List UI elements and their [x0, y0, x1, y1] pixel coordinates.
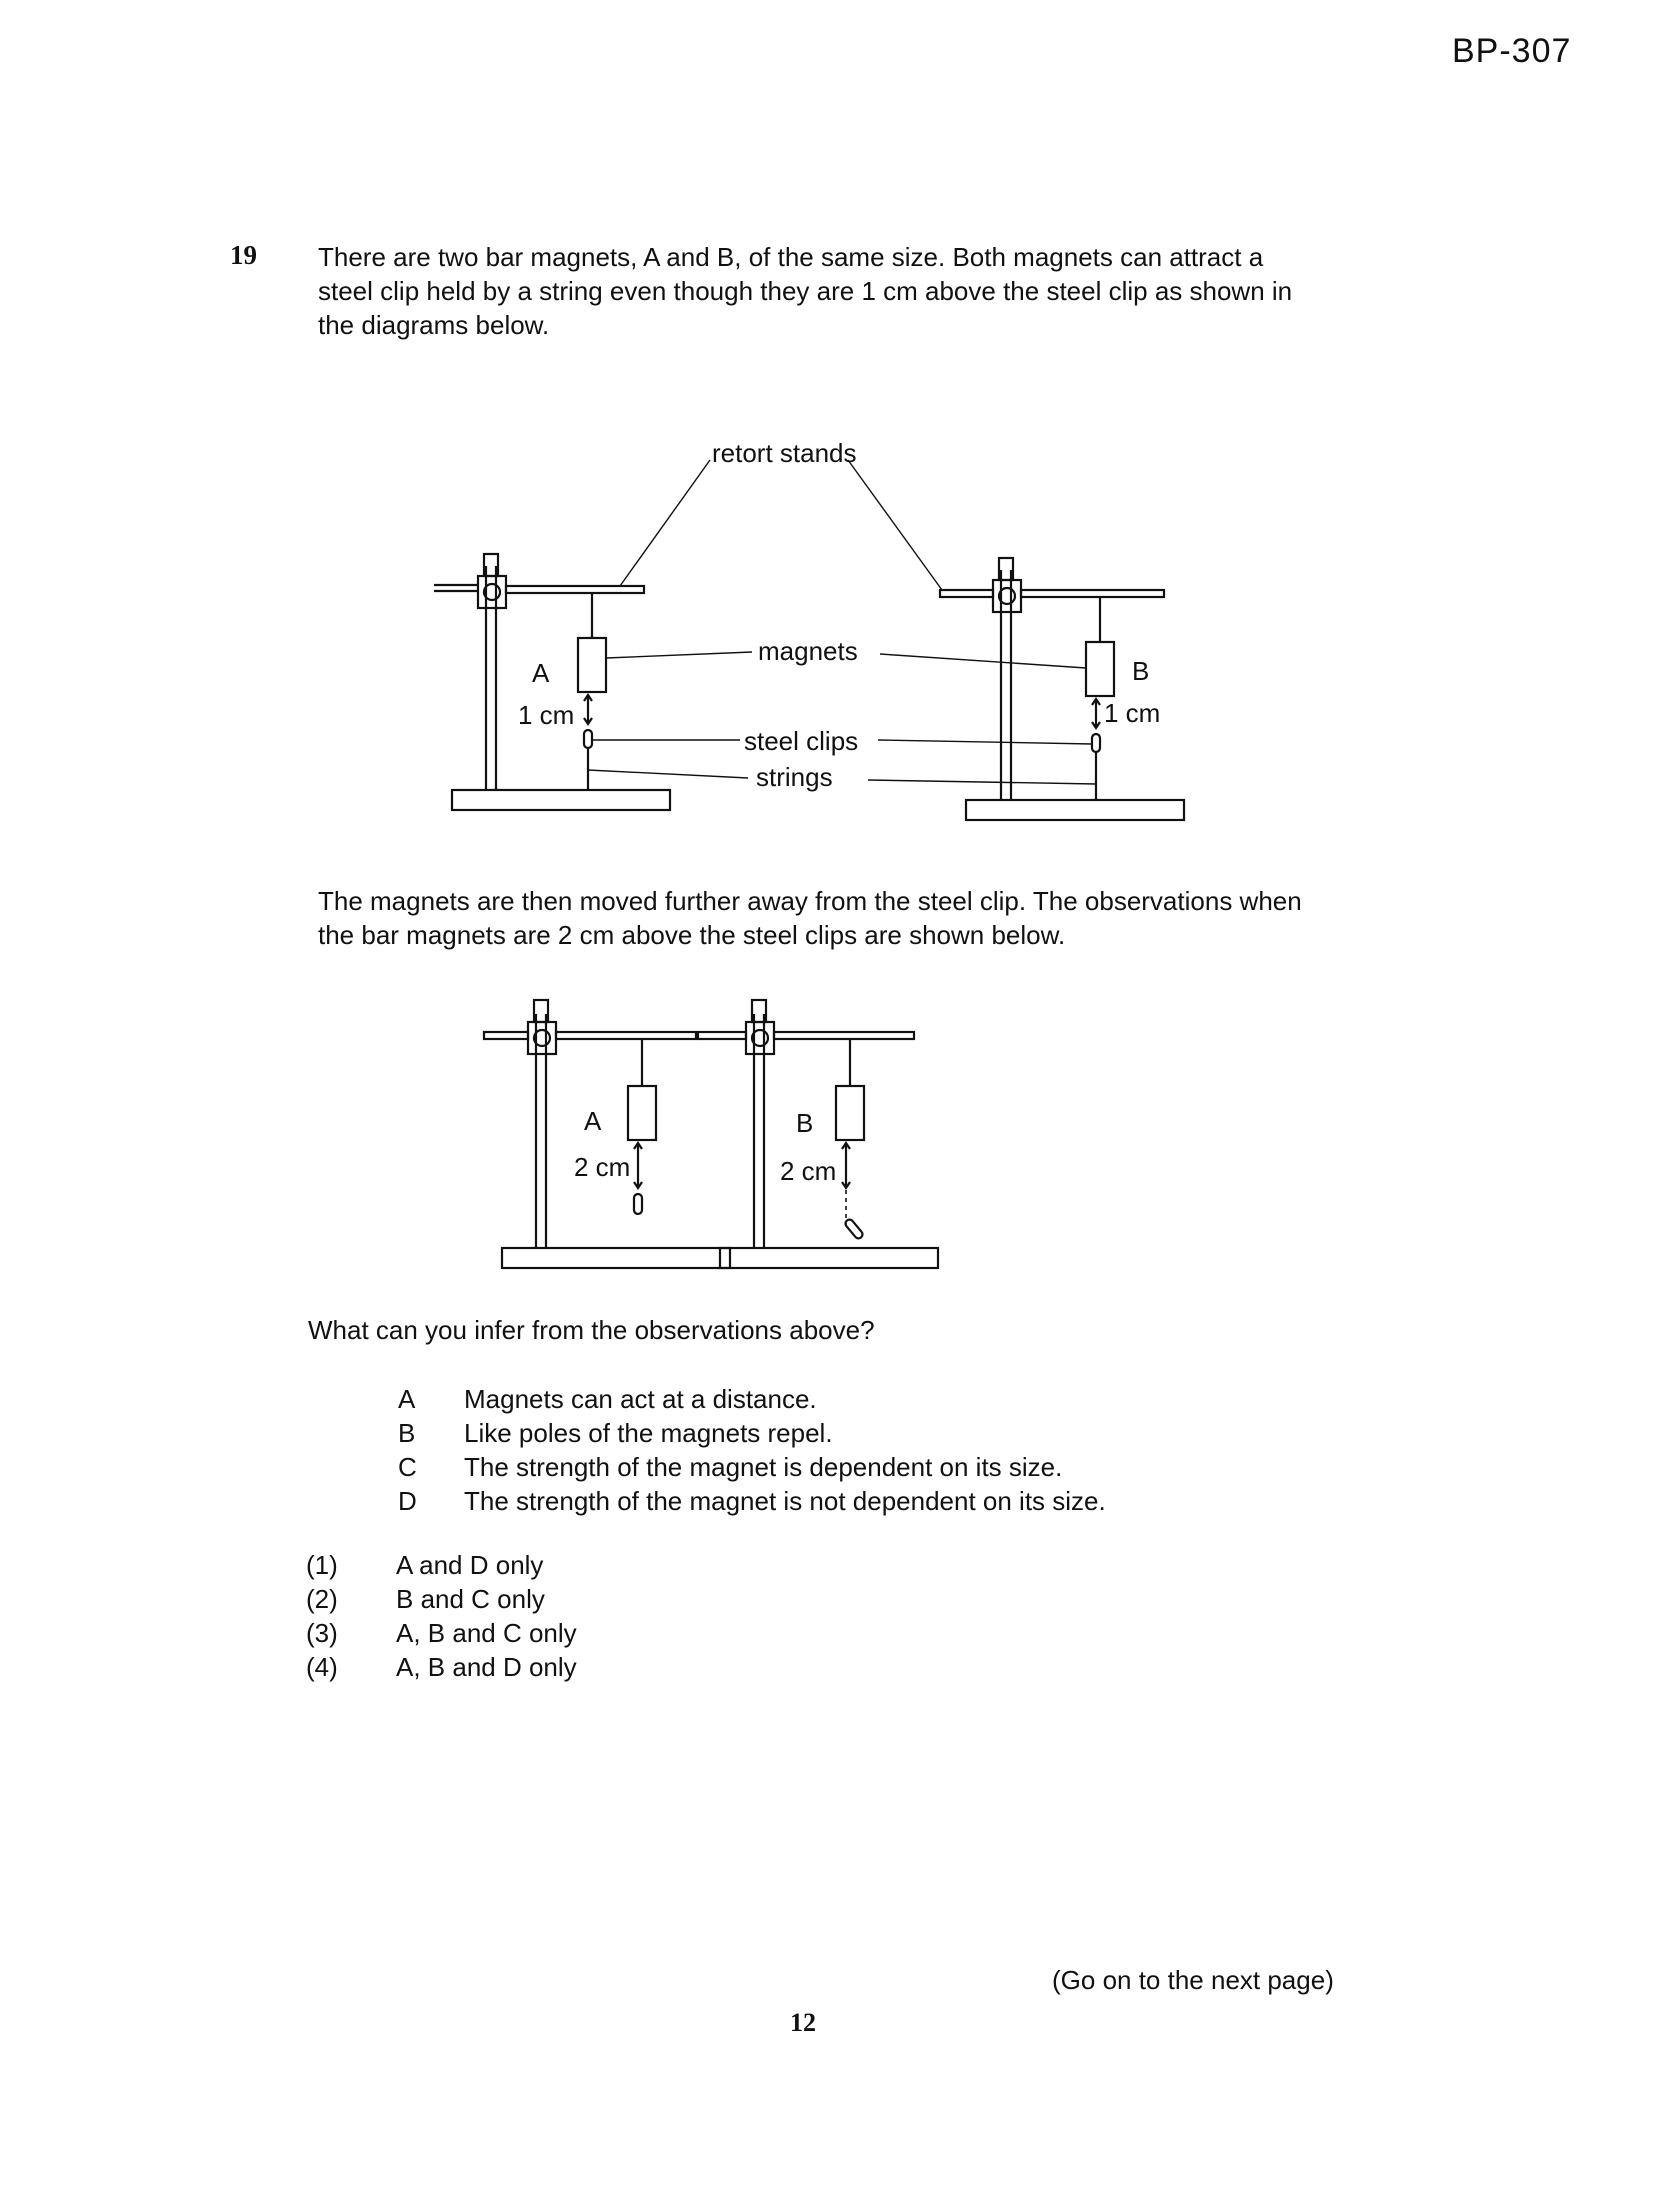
- statement-item: [398, 1484, 1106, 1518]
- stand-a-distance: 1 cm: [518, 700, 575, 730]
- choice-text: B and C only: [396, 1584, 545, 1614]
- statement-text: The strength of the magnet is dependent on its size.: [464, 1452, 1063, 1482]
- statement-letter: D: [398, 1486, 417, 1516]
- stand-a2-letter: A: [584, 1106, 602, 1136]
- intro-line: There are two bar magnets, A and B, of the same size. Both magnets can attract a: [318, 242, 1264, 272]
- choice-number: (3): [306, 1618, 338, 1648]
- middle-line: the bar magnets are 2 cm above the steel clips are shown below.: [318, 920, 1066, 950]
- label-strings: strings: [756, 762, 833, 792]
- figure-1cm: [420, 440, 1220, 840]
- question-prompt: What can you infer from the observations above?: [308, 1315, 875, 1345]
- magnet-a2: [628, 1086, 656, 1140]
- stand-b2-boss: [746, 1022, 774, 1054]
- label-magnets: magnets: [758, 636, 858, 666]
- label-retort-stands: retort stands: [712, 440, 857, 468]
- answer-choice[interactable]: [306, 1548, 577, 1582]
- magnet-b: [1086, 642, 1114, 696]
- intro-line: steel clip held by a string even though they are 1 cm above the steel clip as shown in: [318, 276, 1293, 306]
- statement-text: Magnets can act at a distance.: [464, 1384, 817, 1414]
- statement-letter: C: [398, 1452, 417, 1482]
- label-steel-clips: steel clips: [744, 726, 859, 756]
- middle-line: The magnets are then moved further away from the steel clip. The observations when: [318, 886, 1302, 916]
- statement-item: [398, 1416, 1106, 1450]
- stand-b-base: [966, 800, 1184, 820]
- magnet-b2: [836, 1086, 864, 1140]
- stand-b2-distance: 2 cm: [780, 1156, 837, 1186]
- stand-b2-base: [720, 1248, 938, 1268]
- clip-b2-fallen: [844, 1218, 864, 1240]
- intro-line: the diagrams below.: [318, 310, 550, 340]
- next-page-note: (Go on to the next page): [1052, 1965, 1334, 1995]
- statement-item: [398, 1382, 1106, 1416]
- answer-choice[interactable]: [306, 1616, 577, 1650]
- stand-a2-distance: 2 cm: [574, 1152, 631, 1182]
- choice-text: A, B and C only: [396, 1618, 577, 1648]
- statement-list: [398, 1382, 1106, 1518]
- stand-a-arm: [506, 586, 644, 593]
- statement-text: Like poles of the magnets repel.: [464, 1418, 833, 1448]
- figure-2cm: [470, 990, 1170, 1290]
- question-observation: [318, 884, 1428, 952]
- stand-a-base: [452, 790, 670, 810]
- exam-code: BP-307: [1452, 32, 1572, 70]
- statement-text: The strength of the magnet is not dependent on its size.: [464, 1486, 1106, 1516]
- page-number: 12: [790, 2008, 816, 2037]
- question-number: 19: [230, 240, 257, 270]
- statement-letter: A: [398, 1384, 416, 1414]
- statement-item: [398, 1450, 1106, 1484]
- stand-b-distance: 1 cm: [1104, 698, 1161, 728]
- magnet-a: [578, 638, 606, 692]
- answer-choices: [306, 1548, 577, 1684]
- clip-a: [584, 730, 592, 748]
- choice-number: (1): [306, 1550, 338, 1580]
- stand-a2-arm: [556, 1032, 696, 1039]
- stand-b2-letter: B: [796, 1108, 814, 1138]
- clip-a2: [634, 1194, 642, 1214]
- stand-a-boss: [478, 576, 506, 608]
- answer-choice[interactable]: [306, 1582, 577, 1616]
- stand-b-boss: [993, 580, 1021, 612]
- choice-text: A and D only: [396, 1550, 544, 1580]
- stand-a2-boss: [528, 1022, 556, 1054]
- stand-b-arm-right: [1021, 590, 1164, 597]
- answer-choice[interactable]: [306, 1650, 577, 1684]
- clip-b: [1092, 734, 1100, 752]
- stand-a2-base: [502, 1248, 730, 1268]
- stand-b2-arm: [774, 1032, 914, 1039]
- stand-b-letter: B: [1132, 656, 1150, 686]
- choice-number: (2): [306, 1584, 338, 1614]
- choice-text: A, B and D only: [396, 1652, 577, 1682]
- statement-letter: B: [398, 1418, 416, 1448]
- question-intro: [318, 240, 1428, 342]
- stand-b-arm-left: [940, 590, 993, 597]
- stand-a-letter: A: [532, 658, 550, 688]
- choice-number: (4): [306, 1652, 338, 1682]
